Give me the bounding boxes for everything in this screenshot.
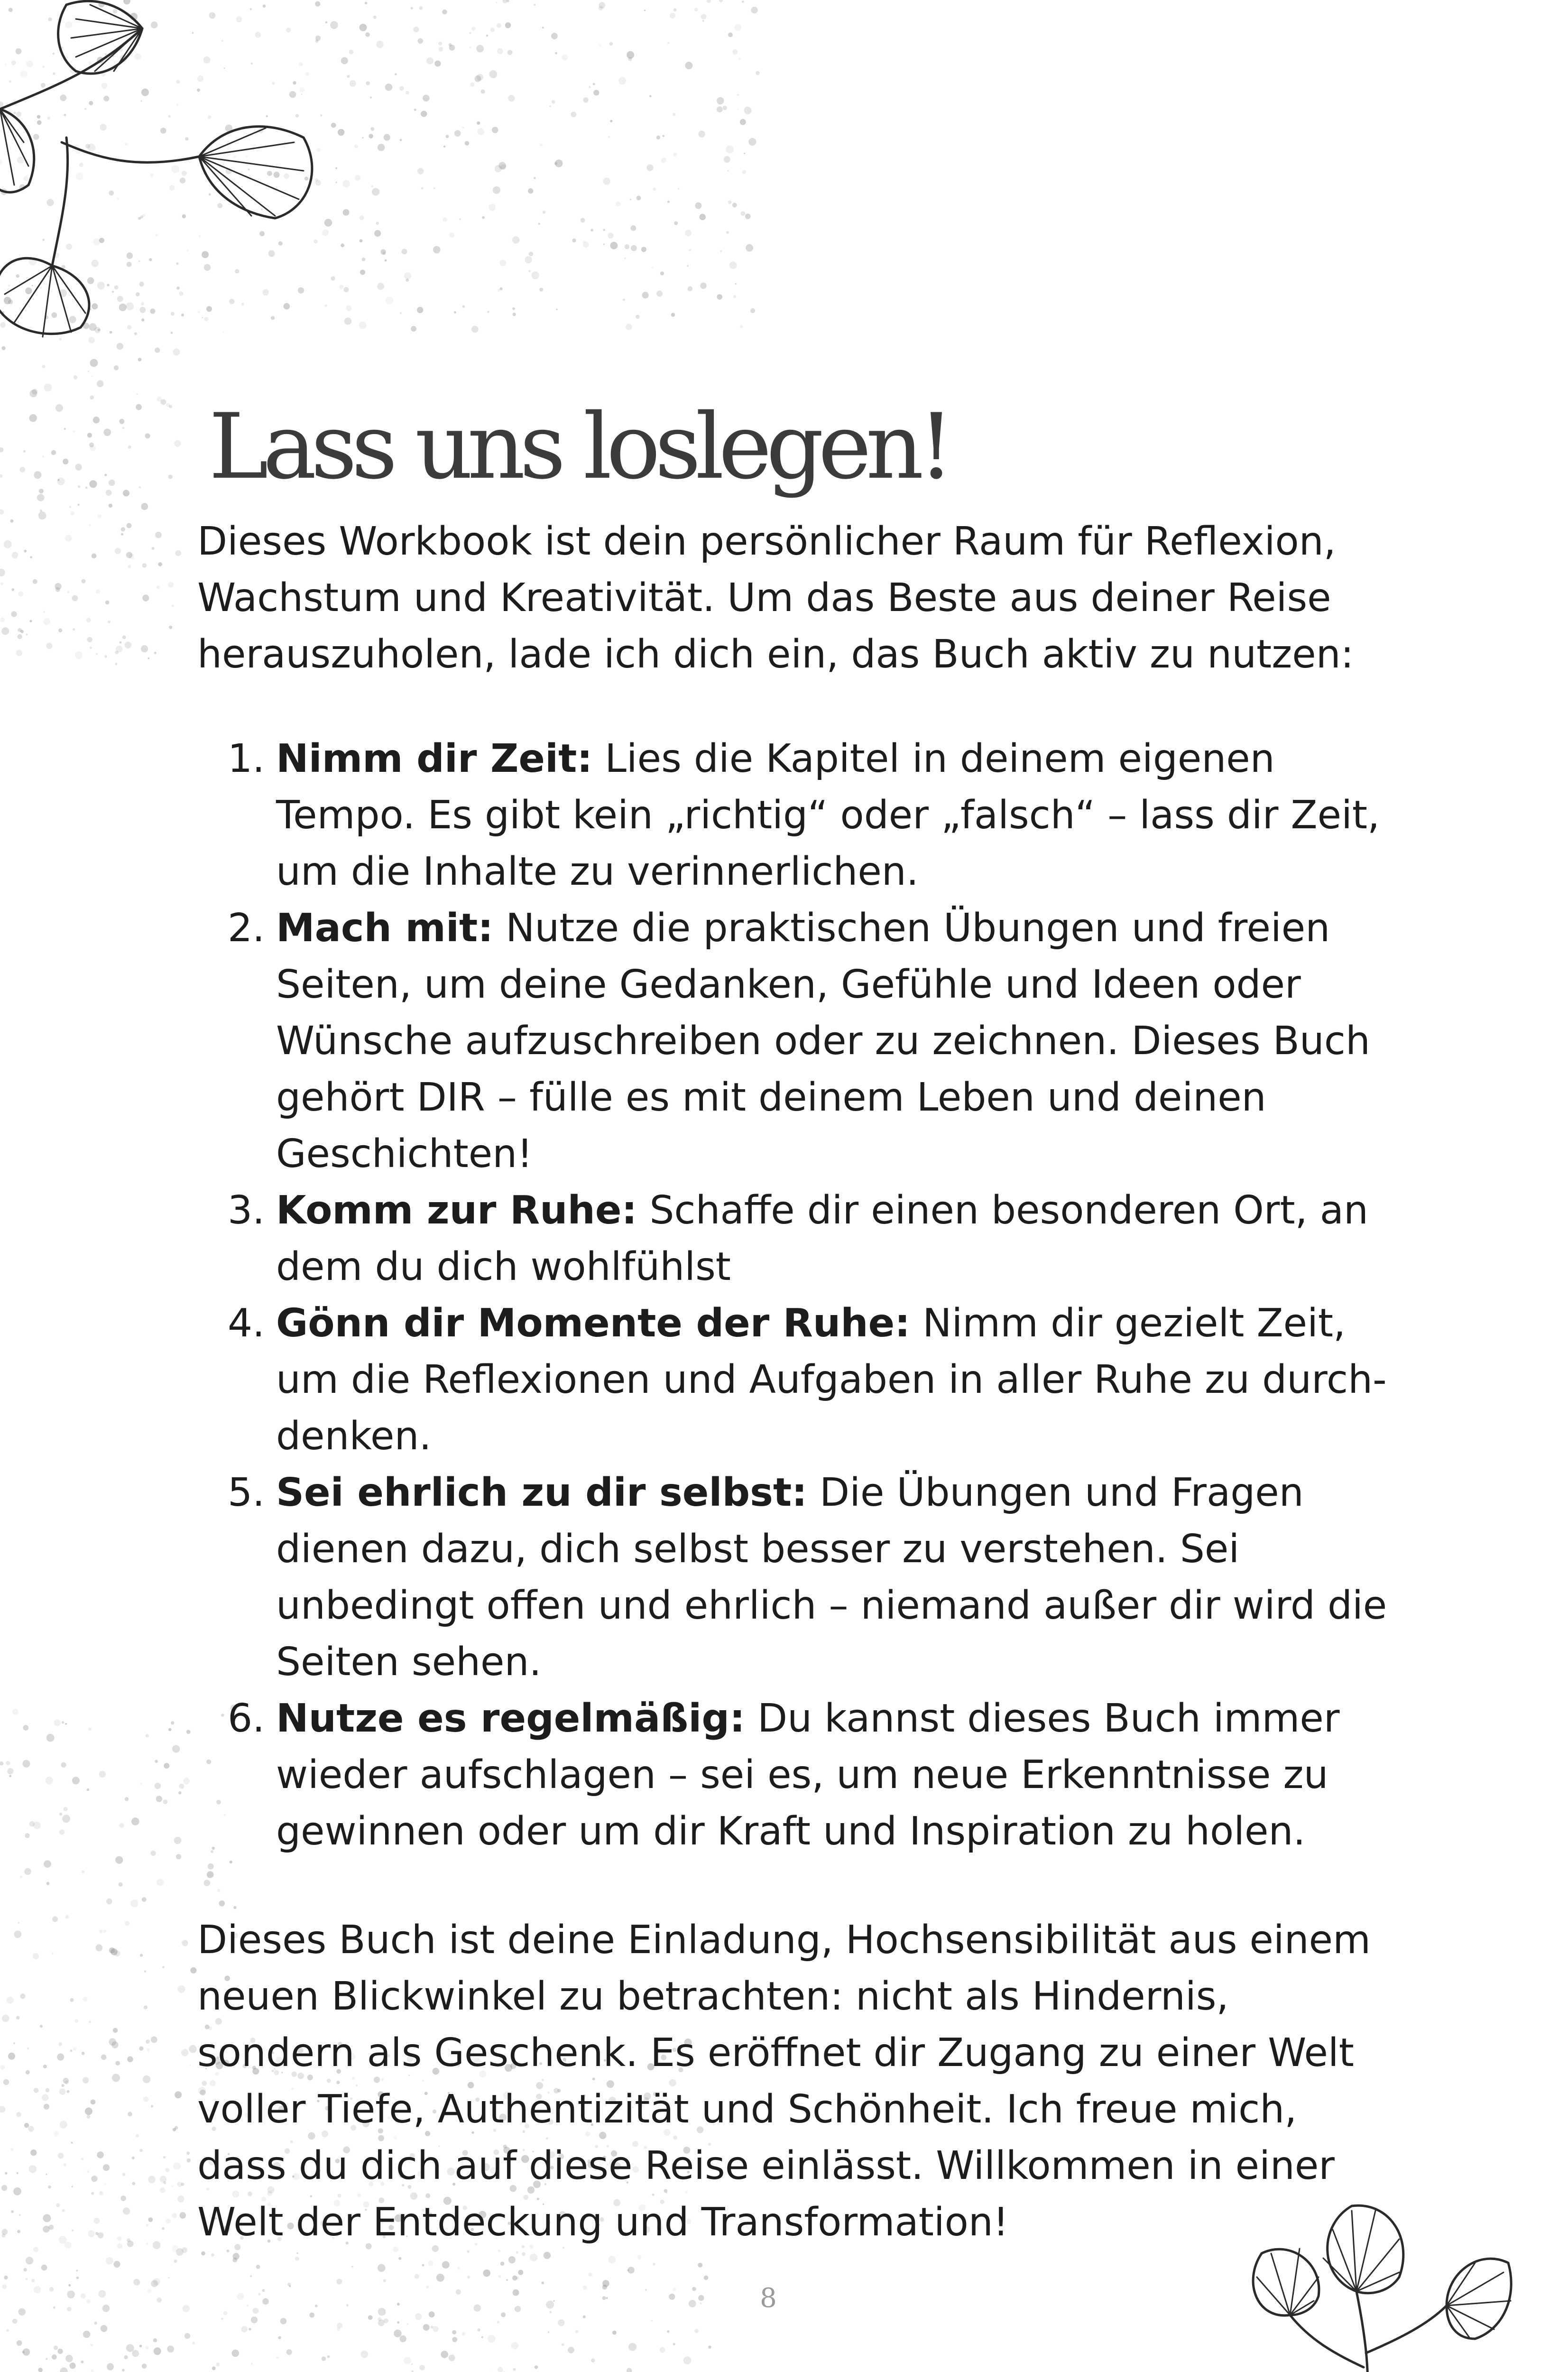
page-title: Lass uns loslegen! bbox=[209, 394, 949, 500]
list-item bbox=[228, 1690, 1394, 1860]
list-item-text: Schaffe dir einen besonderen Ort, an dem du dich wohlfühlst bbox=[276, 1188, 1369, 1289]
list-item bbox=[228, 731, 1394, 900]
list-item-text: Die Übungen und Fragen dienen dazu, dich selbst besser zu verstehen. Sei unbedingt offen und ehrlich – niemand außer dir wird die Seiten sehen. bbox=[276, 1470, 1387, 1685]
list-item-number: 4. bbox=[228, 1301, 265, 1346]
list-item-text: Lies die Kapitel in deinem eigenen Tempo. Es gibt kein „richtig“ oder „falsch“ – lass dir Zeit, um die Inhalte zu verinnerlichen. bbox=[276, 736, 1380, 894]
list-item-heading: Nimm dir Zeit: bbox=[276, 736, 593, 781]
list-item bbox=[228, 900, 1394, 1182]
ginkgo-leaves-illustration-top bbox=[0, 0, 360, 342]
intro-paragraph: Dieses Workbook ist dein persönlicher Raum für Reflexion, Wachstum und Kreativität. Um das Beste aus deiner Reise herauszuholen, lade ich dich ein, das Buch aktiv zu nutzen: bbox=[197, 519, 1354, 677]
list-item-number: 5. bbox=[228, 1470, 265, 1515]
list-item-heading: Gönn dir Momente der Ruhe: bbox=[276, 1301, 911, 1346]
list-item-heading: Sei ehrlich zu dir selbst: bbox=[276, 1470, 807, 1515]
ginkgo-leaves-illustration-bottom bbox=[1247, 2196, 1513, 2372]
usage-steps-list bbox=[228, 731, 1394, 1860]
list-item-heading: Komm zur Ruhe: bbox=[276, 1188, 637, 1233]
list-item bbox=[228, 1464, 1394, 1690]
page-number: 8 bbox=[760, 2283, 777, 2314]
list-item bbox=[228, 1295, 1394, 1464]
list-item-number: 1. bbox=[228, 736, 265, 781]
closing-paragraph: Dieses Buch ist deine Einladung, Hochsensibilität aus einem neuen Blickwinkel zu betrachten: nicht als Hindernis, sondern als Geschenk. Es eröffnet dir Zugang zu einer Welt voller Tiefe, Authentizität und Schönheit. Ich freue mich, dass du dich auf diese Reise einlässt. Willkommen in einer Welt der Entdeckung und Transformation! bbox=[197, 1918, 1371, 2245]
list-item-heading: Nutze es regelmäßig: bbox=[276, 1696, 745, 1741]
list-item-number: 6. bbox=[228, 1696, 265, 1741]
list-item-number: 2. bbox=[228, 906, 265, 951]
list-item-heading: Mach mit: bbox=[276, 906, 494, 951]
list-item-number: 3. bbox=[228, 1188, 265, 1233]
list-item bbox=[228, 1182, 1394, 1295]
list-item-text: Du kannst dieses Buch immer wieder aufschlagen – sei es, um neue Erkenntnisse zu gewinnen oder um dir Kraft und Inspiration zu holen. bbox=[276, 1696, 1340, 1854]
list-item-text: Nutze die praktischen Übungen und freien Seiten, um deine Gedanken, Gefühle und Ideen oder Wünsche aufzuschreiben oder zu zeichnen. Dieses Buch gehört DIR – fülle es mit deinem Leben und deinen Geschichten! bbox=[276, 906, 1370, 1177]
list-item-text: Nimm dir gezielt Zeit, um die Reflexionen und Aufgaben in aller Ruhe zu durch-denken. bbox=[276, 1301, 1387, 1459]
